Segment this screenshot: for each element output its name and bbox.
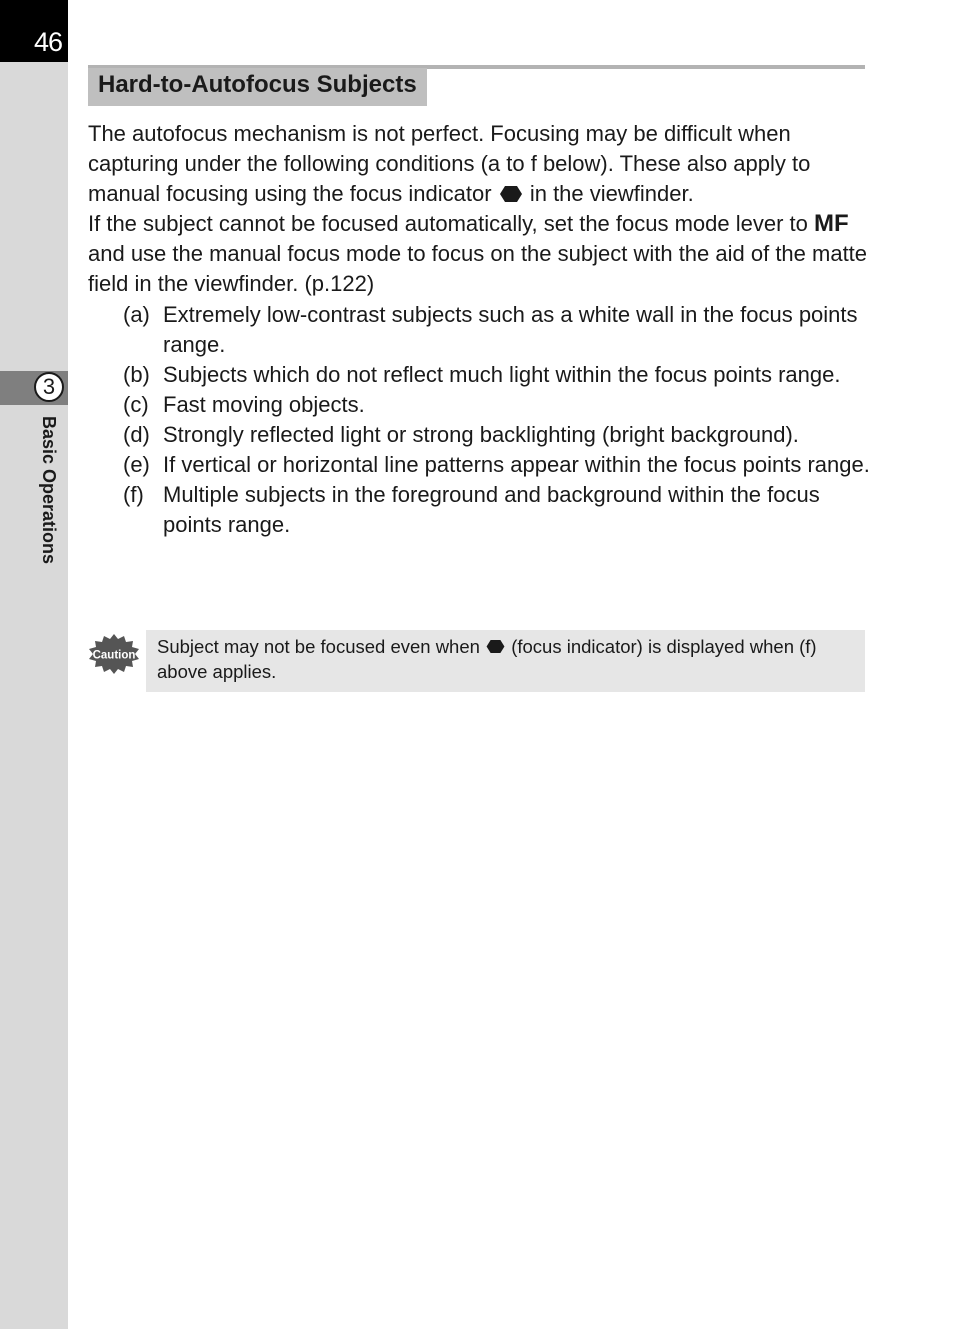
list-item-text: Subjects which do not reflect much light within the focus points range. xyxy=(163,361,841,387)
list-item-text: Fast moving objects. xyxy=(163,391,365,417)
list-item-text: If vertical or horizontal line patterns appear within the focus points range. xyxy=(163,452,870,478)
list-item-text: Strongly reflected light or strong backlighting (bright background). xyxy=(163,421,799,447)
chapter-title: Basic Operations xyxy=(39,416,59,565)
condition-list xyxy=(88,300,878,541)
caution-badge-icon xyxy=(88,632,140,676)
manual-focus-text-end: and use the manual focus mode to focus on the subject with the aid of the matte field in the viewfinder. (p.122) xyxy=(88,241,868,297)
intro-text-end: in the viewfinder. xyxy=(529,181,694,207)
list-item-letter: (e) xyxy=(123,452,150,478)
list-item-text: Extremely low-contrast subjects such as a white wall in the focus points range. xyxy=(163,301,858,357)
list-item xyxy=(88,300,878,360)
intro-paragraph xyxy=(88,119,878,209)
caution-text: Subject may not be focused even when xyxy=(157,636,480,657)
intro-text: The autofocus mechanism is not perfect. Focusing may be difficult when capturing under the following conditions (a to f below). These also apply to manual focusing using the focus indicator xyxy=(88,121,811,207)
list-item xyxy=(88,450,878,480)
focus-indicator-icon xyxy=(486,640,505,653)
list-item-letter: (b) xyxy=(123,361,150,387)
caution-badge-label: Caution xyxy=(92,649,136,662)
page-number-box xyxy=(0,0,68,62)
list-item-letter: (a) xyxy=(123,301,150,327)
manual-focus-paragraph xyxy=(88,209,878,299)
list-item xyxy=(88,480,878,540)
list-item xyxy=(88,420,878,450)
mf-mode-mark: MF xyxy=(814,210,849,238)
list-item xyxy=(88,360,878,390)
focus-indicator-icon xyxy=(500,186,522,202)
page-number: 46 xyxy=(33,27,62,57)
manual-focus-text: If the subject cannot be focused automatically, set the focus mode lever to xyxy=(88,211,808,237)
list-item-letter: (c) xyxy=(123,391,149,417)
list-item-letter: (d) xyxy=(123,421,150,447)
main-content xyxy=(88,119,878,540)
list-item-letter: (f) xyxy=(123,482,144,508)
chapter-number: 3 xyxy=(34,372,64,402)
section-heading: Hard-to-Autofocus Subjects xyxy=(88,68,427,106)
caution-text-end: (focus indicator) is displayed when (f) above applies. xyxy=(157,636,817,682)
caution-note xyxy=(146,630,865,692)
page-side-strip xyxy=(0,0,68,1329)
list-item-text: Multiple subjects in the foreground and background within the focus points range. xyxy=(163,482,820,538)
list-item xyxy=(88,390,878,420)
